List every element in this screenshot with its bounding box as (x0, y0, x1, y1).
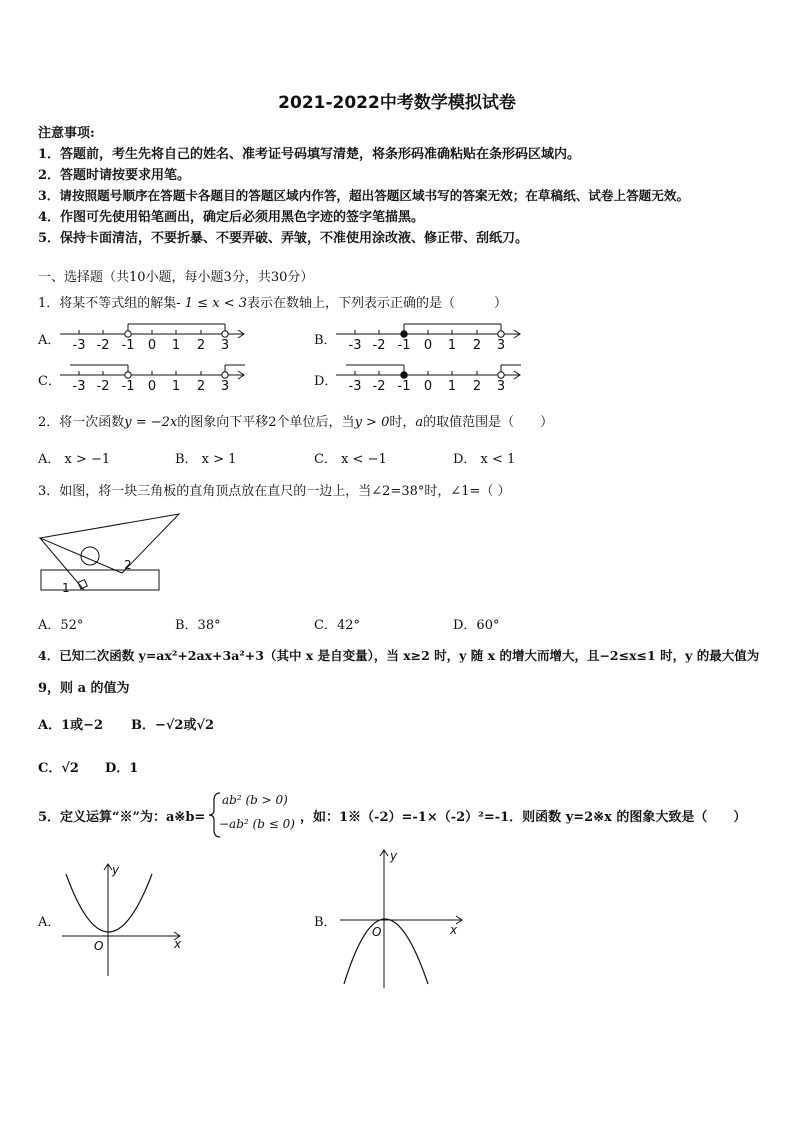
q4-option-c[interactable]: C．√2 (38, 761, 79, 776)
x-axis-label: x (174, 937, 182, 951)
angle-1-label: 1 (62, 581, 70, 595)
q3-option-b[interactable]: B．38° (175, 618, 221, 633)
q1-option-c-label: C． (38, 374, 61, 389)
q1-number-line-c (60, 357, 250, 397)
q1-stem-part: 1．将某不等式组的解集 (38, 296, 177, 311)
q3-triangle-ruler-figure (38, 510, 168, 595)
section-heading: 一、选择题（共10小题，每小题3分，共30分） (38, 270, 314, 285)
tick-label: 3 (496, 338, 506, 353)
origin-label: O (94, 939, 104, 953)
tick-label: -3 (72, 379, 86, 394)
origin-label: O (372, 925, 382, 939)
y-axis-label: y (390, 849, 398, 863)
q5-case-1: ab² (b > 0) (222, 793, 288, 807)
q2-stem-part: 的取值范围是（ ） (423, 415, 554, 430)
tick-label: -3 (348, 338, 362, 353)
question-4-stem: 4．已知二次函数 y=ax²+2ax+3a²+3（其中 x 是自变量），当 x≥2 时，y 随 x 的增大而增大，且−2≤x≤1 时，y 的最大值为 (38, 648, 760, 663)
tick-label: 2 (472, 379, 482, 394)
tick-label: -1 (397, 338, 411, 353)
q5-piecewise-brace (208, 792, 222, 838)
tick-label: -1 (121, 338, 135, 353)
q2-option-a[interactable]: A． x > −1 (38, 452, 111, 467)
q4-option-b[interactable]: B．−√2或√2 (131, 718, 215, 733)
q1-option-a-label: A． (38, 333, 61, 348)
tick-label: -3 (348, 379, 362, 394)
q4-option-a[interactable]: A．1或−2 (38, 718, 104, 733)
q2-stem-part: 2．将一次函数 (38, 415, 125, 430)
q2-option-b[interactable]: B． x > 1 (175, 452, 237, 467)
tick-label: 1 (447, 338, 457, 353)
q2-option-c[interactable]: C． x < −1 (314, 452, 387, 467)
q5-graph-b (340, 846, 470, 991)
question-3-stem: 3．如图，将一块三角板的直角顶点放在直尺的一边上，当∠2=38°时，∠1=（ ） (38, 484, 511, 499)
tick-label: -2 (372, 338, 386, 353)
tick-label: -1 (121, 379, 135, 394)
q1-number-line-d (336, 357, 526, 397)
tick-label: 2 (472, 338, 482, 353)
q1-stem-part: 表示在数轴上，下列表示正确的是（ ） (247, 296, 508, 311)
tick-label: 0 (423, 379, 433, 394)
angle-2-label: 2 (124, 558, 132, 572)
q2-variable: a (415, 415, 424, 430)
tick-label: 2 (196, 379, 206, 394)
tick-label: 1 (171, 338, 181, 353)
q1-option-b-label: B． (314, 333, 337, 348)
page-title: 2021-2022中考数学模拟试卷 (278, 93, 516, 113)
tick-label: 2 (196, 338, 206, 353)
tick-label: 0 (423, 338, 433, 353)
y-axis-label: y (112, 863, 120, 877)
x-axis-label: x (450, 923, 458, 937)
notice-item: 3．请按照题号顺序在答题卡各题目的答题区域内作答，超出答题区域书写的答案无效；在草稿纸、试卷上答题无效。 (38, 188, 690, 203)
q1-option-d-label: D． (314, 374, 338, 389)
tick-label: 1 (447, 379, 457, 394)
tick-label: -2 (96, 379, 110, 394)
tick-label: 3 (496, 379, 506, 394)
q4-option-d[interactable]: D．1 (105, 761, 139, 776)
q2-option-d[interactable]: D． x < 1 (453, 452, 516, 467)
tick-label: -1 (397, 379, 411, 394)
q1-number-line-a (60, 316, 250, 356)
q5-graph-a (60, 860, 190, 978)
q3-option-d[interactable]: D．60° (453, 618, 500, 633)
tick-label: -2 (96, 338, 110, 353)
question-5-stem-start: 5．定义运算“※”为：a※b= (38, 810, 206, 825)
q5-case-2: −ab² (b ≤ 0) (219, 817, 295, 831)
notice-item: 5．保持卡面清洁，不要折暴、不要弄破、弄皱，不准使用涂改液、修正带、刮纸刀。 (38, 231, 529, 246)
q5-option-a-label: A． (38, 915, 61, 930)
q2-stem-part: 的图象向下平移2个单位后，当 (177, 415, 355, 430)
q2-condition: y > 0 (354, 415, 390, 430)
tick-label: -2 (372, 379, 386, 394)
q2-function: y = −2x (124, 415, 178, 430)
question-4-stem-cont: 9，则 a 的值为 (38, 681, 130, 696)
q3-option-c[interactable]: C．42° (314, 618, 360, 633)
q5-option-b-label: B． (314, 915, 337, 930)
notice-item: 1．答题前，考生先将自己的姓名、准考证号码填写清楚，将条形码准确粘贴在条形码区域内。 (38, 147, 581, 162)
q2-stem-part: 时， (389, 415, 416, 430)
tick-label: 0 (147, 379, 157, 394)
tick-label: 1 (171, 379, 181, 394)
notice-item: 2．答题时请按要求用笔。 (38, 168, 191, 183)
question-2-stem (38, 411, 553, 430)
q3-option-a[interactable]: A．52° (38, 618, 84, 633)
notice-heading: 注意事项: (38, 126, 95, 141)
q1-number-line-b (336, 316, 526, 356)
tick-label: 0 (147, 338, 157, 353)
q1-inequality: - 1 ≤ x < 3 (176, 296, 247, 311)
question-1-stem (38, 292, 507, 311)
tick-label: 3 (220, 379, 230, 394)
question-5-stem-end: ，如：1※（-2）=-1×（-2）²=-1．则函数 y=2※x 的图象大致是（ ） (300, 810, 747, 825)
tick-label: 3 (220, 338, 230, 353)
notice-item: 4．作图可先使用铅笔画出，确定后必须用黑色字迹的签字笔描黑。 (38, 210, 425, 225)
tick-label: -3 (72, 338, 86, 353)
